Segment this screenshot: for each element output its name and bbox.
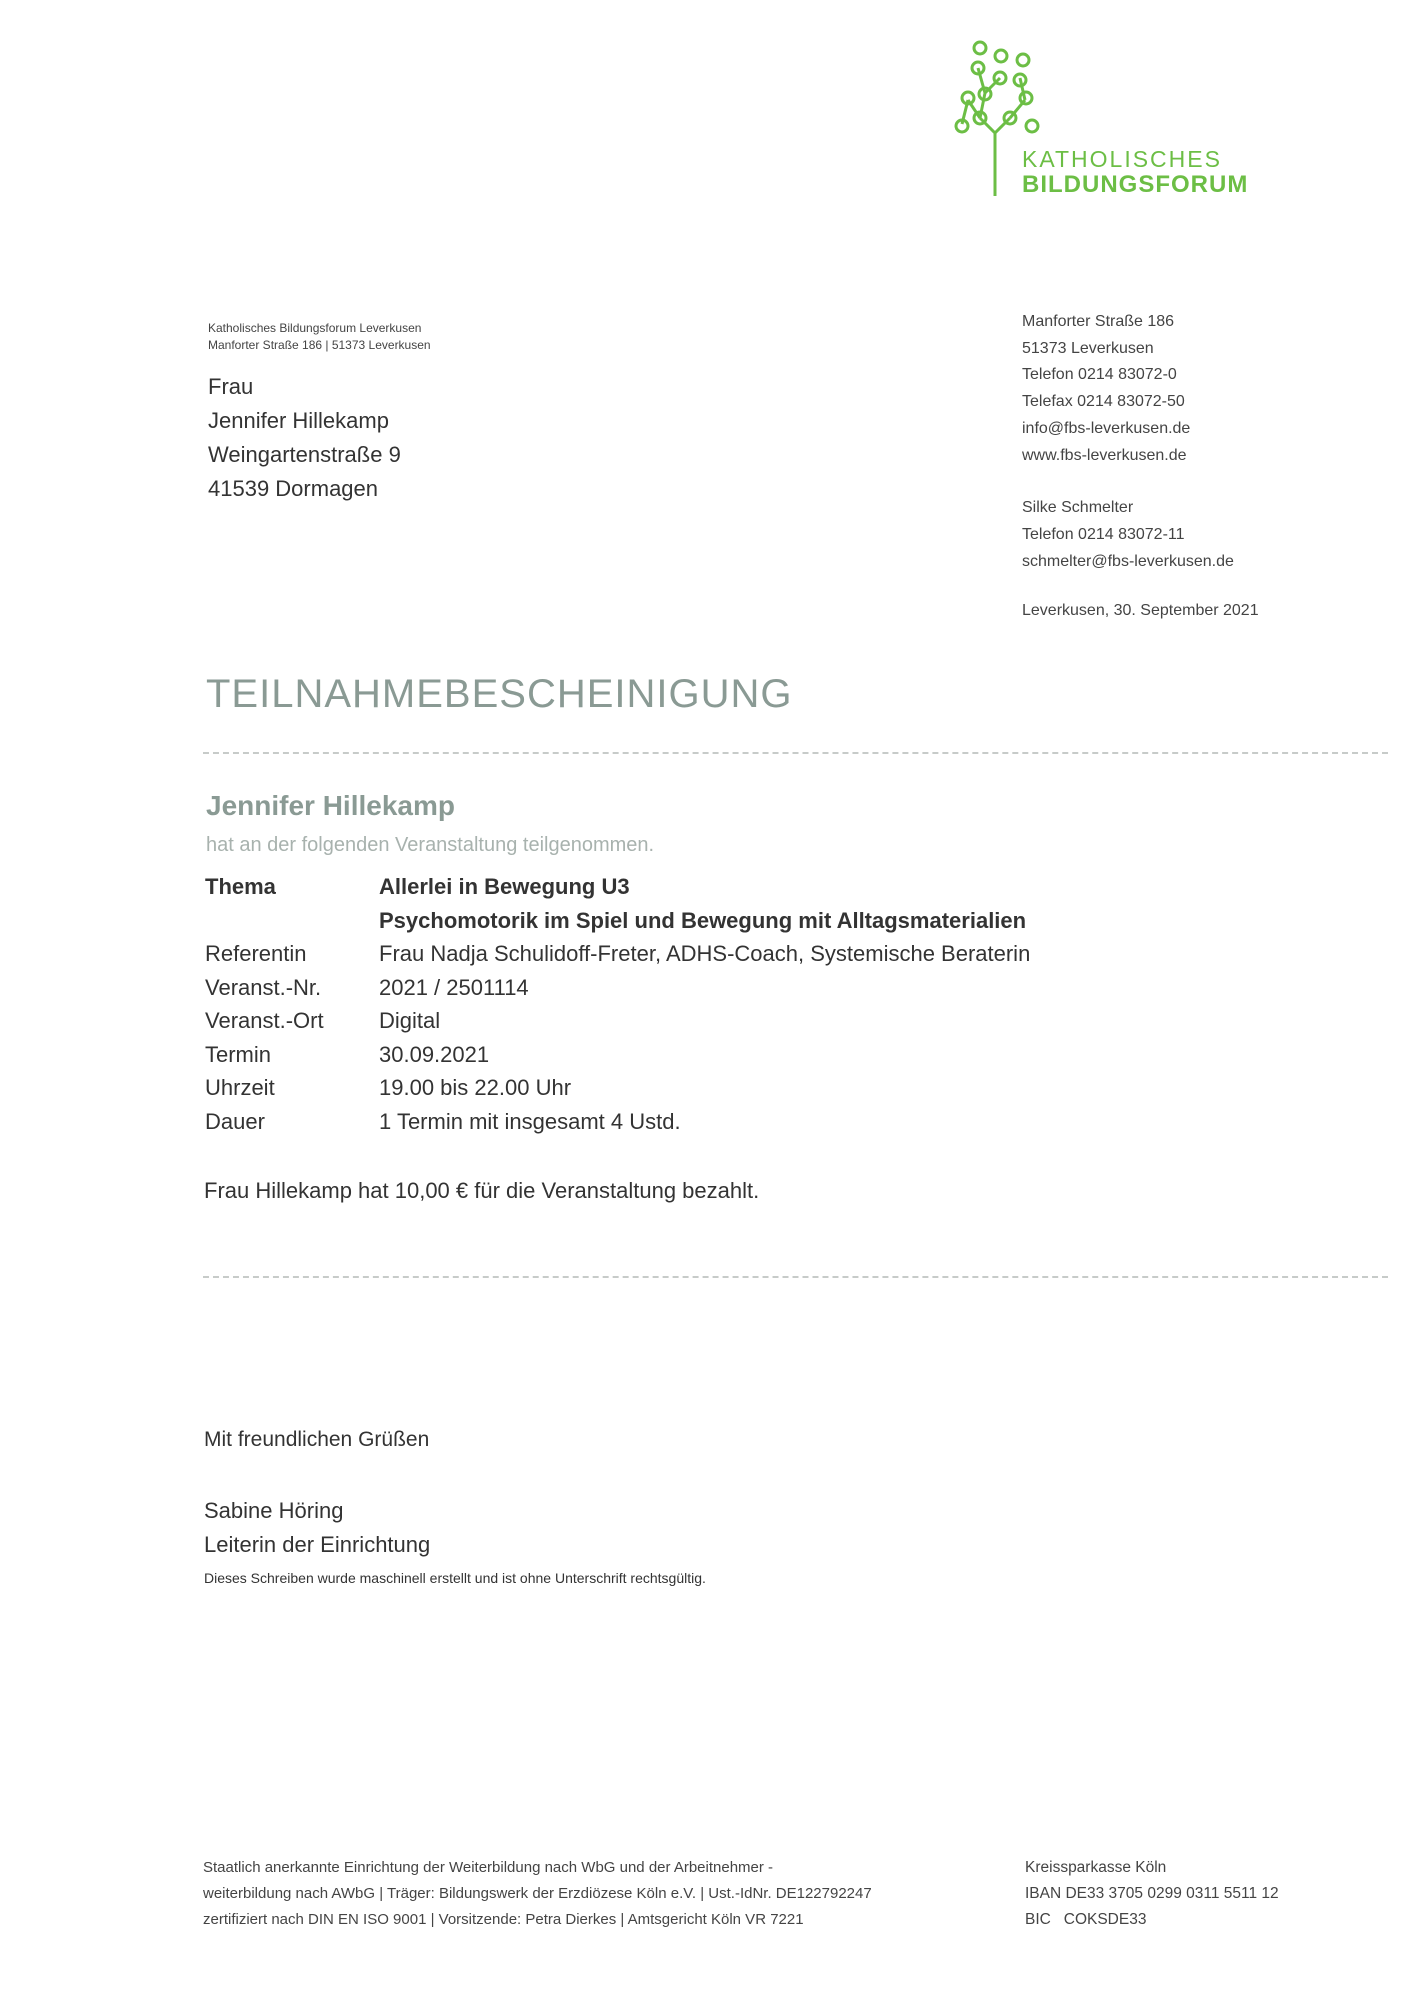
detail-row-ort (205, 1004, 1205, 1038)
signer-block (204, 1494, 430, 1562)
divider-bottom (203, 1276, 1388, 1278)
payment-statement: Frau Hillekamp hat 10,00 € für die Veranstaltung bezahlt. (204, 1178, 760, 1203)
uhrzeit-label: Uhrzeit (205, 1075, 275, 1100)
contact-web: www.fbs-leverkusen.de (1022, 446, 1187, 464)
signer-role: Leiterin der Einrichtung (204, 1532, 431, 1557)
termin-label: Termin (205, 1041, 272, 1067)
participant-statement: hat an der folgenden Veranstaltung teilgenommen. (206, 834, 655, 856)
thema-line2: Psychomotorik im Spiel und Bewegung mit Alltagsmaterialien (379, 907, 1027, 933)
contact-city: 51373 Leverkusen (1022, 339, 1154, 357)
contact-person-phone: Telefon 0214 83072-11 (1022, 525, 1185, 543)
signer-name: Sabine Höring (204, 1498, 344, 1523)
contact-phone: Telefon 0214 83072-0 (1022, 366, 1177, 384)
recipient-salutation: Frau (208, 374, 254, 399)
recipient-city: 41539 Dormagen (208, 476, 379, 501)
contact-street: Manforter Straße 186 (1022, 313, 1175, 330)
nr-value: 2021 / 2501114 (379, 974, 529, 1000)
uhrzeit-value: 19.00 bis 22.00 Uhr (379, 1075, 572, 1100)
footer-line-1: Staatlich anerkannte Einrichtung der Weiterbildung nach WbG und der Arbeitnehmer - (203, 1859, 774, 1876)
footer-line-2: weiterbildung nach AWbG | Träger: Bildungswerk der Erzdiözese Köln e.V. | Ust.-IdNr. DE122792247 (203, 1885, 872, 1902)
detail-row-nr (205, 971, 1205, 1005)
bank-name: Kreissparkasse Köln (1025, 1859, 1167, 1876)
footer-bank (1025, 1855, 1279, 1933)
contact-fax: Telefax 0214 83072-50 (1022, 393, 1185, 411)
ort-label: Veranst.-Ort (205, 1008, 324, 1033)
ort-value: Digital (379, 1008, 441, 1033)
document-title: TEILNAHMEBESCHEINIGUNG (206, 672, 793, 716)
participant-name: Jennifer Hillekamp (206, 790, 455, 821)
detail-row-referentin (205, 937, 1205, 971)
divider-top (203, 752, 1388, 754)
validity-note: Dieses Schreiben wurde maschinell erstellt und ist ohne Unterschrift rechtsgültig. (204, 1570, 706, 1586)
dauer-value: 1 Termin mit insgesamt 4 Ustd. (379, 1108, 681, 1134)
detail-row-thema (205, 870, 1205, 904)
bank-iban: IBAN DE33 3705 0299 0311 5511 12 (1025, 1885, 1279, 1902)
nr-label: Veranst.-Nr. (205, 974, 322, 1000)
thema-label: Thema (205, 874, 276, 899)
recipient-address (208, 370, 401, 506)
referentin-label: Referentin (205, 941, 307, 966)
contact-person: Silke Schmelter (1022, 499, 1134, 517)
footer-legal (203, 1855, 872, 1933)
detail-row-dauer (205, 1105, 1205, 1139)
recipient-name: Jennifer Hillekamp (208, 408, 389, 433)
thema-line1: Allerlei in Bewegung U3 (379, 874, 630, 899)
detail-row-thema-2 (205, 904, 1205, 938)
dauer-label: Dauer (205, 1108, 265, 1134)
logo-text-line2: BILDUNGSFORUM (1022, 171, 1249, 198)
logo-text-line1: KATHOLISCHES (1022, 146, 1222, 172)
organization-logo (940, 38, 1260, 208)
closing-greeting: Mit freundlichen Grüßen (204, 1428, 430, 1451)
contact-person-email: schmelter@fbs-leverkusen.de (1022, 552, 1234, 570)
termin-value: 30.09.2021 (379, 1041, 490, 1067)
detail-row-termin (205, 1038, 1205, 1072)
contact-block (1022, 309, 1234, 575)
sender-line (208, 320, 431, 354)
footer-line-3: zertifiziert nach DIN EN ISO 9001 | Vorsitzende: Petra Dierkes | Amtsgericht Köln VR 7221 (203, 1911, 804, 1928)
letter-date: Leverkusen, 30. September 2021 (1022, 602, 1259, 619)
sender-line-1: Katholisches Bildungsforum Leverkusen (208, 321, 422, 335)
bank-bic: BIC COKSDE33 (1025, 1911, 1147, 1928)
detail-row-uhrzeit (205, 1071, 1205, 1105)
referentin-value: Frau Nadja Schulidoff-Freter, ADHS-Coach, Systemische Beraterin (379, 941, 1031, 966)
recipient-street: Weingartenstraße 9 (208, 442, 401, 467)
event-details (205, 870, 1205, 1138)
contact-email: info@fbs-leverkusen.de (1022, 419, 1191, 437)
sender-line-2: Manforter Straße 186 | 51373 Leverkusen (208, 338, 431, 352)
